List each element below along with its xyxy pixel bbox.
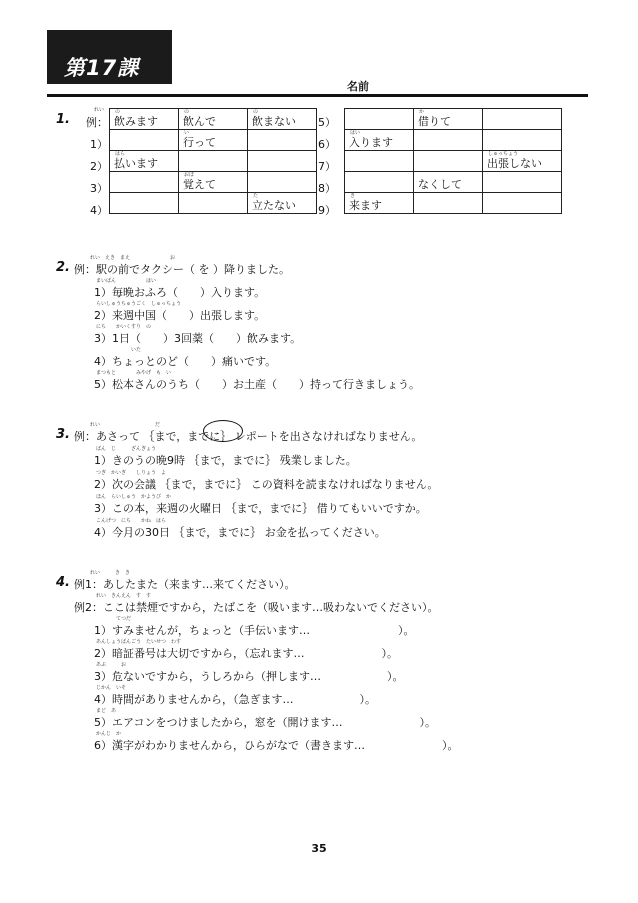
q2-line-ruby: れい えき まえ お bbox=[90, 255, 176, 261]
q1-left-cell bbox=[179, 172, 248, 193]
q4-line: 2）暗証番号は大切ですから，（忘れます… ）。 bbox=[94, 647, 398, 660]
q4-line-ruby: じかん いそ bbox=[96, 685, 127, 691]
q1-left-cell bbox=[248, 151, 317, 172]
q1-right-cell bbox=[345, 193, 414, 214]
q1-cell-text: 立たない bbox=[252, 199, 296, 212]
q1-cell-ruby: おぼ bbox=[184, 172, 195, 178]
q1-right-row bbox=[345, 109, 562, 130]
q4-line: 例1：あしたまた（来ます…来てください）。 bbox=[74, 578, 296, 591]
q1-right-cell bbox=[414, 193, 483, 214]
q4-line-ruby: れい きんえん す す bbox=[96, 593, 152, 599]
q4-line: 例2：ここは禁煙ですから，たばこを（吸います…吸わないでください）。 bbox=[74, 601, 439, 614]
lesson-title: 第17課 bbox=[64, 56, 140, 80]
page-number: 35 bbox=[311, 842, 327, 855]
q1-cell-ruby: の bbox=[184, 109, 190, 115]
q3-line-ruby: れい だ bbox=[90, 422, 161, 428]
q1-cell-ruby: い bbox=[184, 130, 190, 136]
q1-right-cell bbox=[345, 172, 414, 193]
q1-cell-text: 行って bbox=[183, 136, 216, 149]
q1-cell-text: 借りて bbox=[418, 115, 451, 128]
q1-cell-text: 来ます bbox=[349, 199, 382, 212]
q1-right-row bbox=[345, 130, 562, 151]
q1-cell-ruby: か bbox=[419, 109, 425, 115]
q1-left-cell bbox=[248, 109, 317, 130]
q3-line-ruby: ほん らいしゅう かようび か bbox=[96, 494, 172, 500]
question-1-number: 1. bbox=[56, 112, 70, 127]
q1-left-cell bbox=[110, 130, 179, 151]
q1-left-table bbox=[109, 108, 317, 214]
q3-line: 例：あさって ｛まで，までに｝ レポートを出さなければなりません。 bbox=[74, 430, 423, 443]
q1-cell-ruby: の bbox=[115, 109, 121, 115]
q2-line: 5）松本さんのうち（ ）お土産（ ）持って行きましょう。 bbox=[94, 378, 420, 391]
q2-line-ruby: まいばん はい bbox=[96, 278, 157, 284]
name-label: 名前 bbox=[347, 80, 369, 93]
q1-cell-ruby: た bbox=[253, 193, 259, 199]
q1-row-label: 5） bbox=[318, 116, 336, 129]
q1-row-label: 7） bbox=[318, 160, 336, 173]
question-3-number: 3. bbox=[56, 427, 70, 442]
q2-line-ruby: にち かいくすり の bbox=[96, 324, 152, 330]
q4-line: 1）すみませんが，ちょっと（手伝います… ）。 bbox=[94, 624, 415, 637]
q1-cell-ruby: しゅっちょう bbox=[488, 151, 519, 157]
q1-cell-text: なくして bbox=[418, 178, 462, 191]
q3-line-ruby: つぎ かいぎ しりょう よ bbox=[96, 470, 167, 476]
q4-line-ruby: あんしょうばんごう たいせつ わす bbox=[96, 639, 182, 645]
q1-row-label: 例： bbox=[86, 116, 108, 129]
q1-right-row bbox=[345, 151, 562, 172]
q3-line-ruby: ばん じ ざんぎょう bbox=[96, 446, 157, 452]
q1-right-cell bbox=[414, 130, 483, 151]
q2-line: 3）1日（ ）3回薬（ ）飲みます。 bbox=[94, 332, 302, 345]
q1-left-row bbox=[110, 151, 317, 172]
q1-left-row bbox=[110, 109, 317, 130]
title-rule bbox=[47, 94, 588, 97]
q1-row-label: 9） bbox=[318, 204, 336, 217]
q2-line-ruby: いた bbox=[96, 347, 142, 353]
q1-left-cell bbox=[179, 151, 248, 172]
q1-right-cell bbox=[345, 130, 414, 151]
q1-right-cell bbox=[483, 172, 562, 193]
q1-left-cell bbox=[110, 193, 179, 214]
q2-line-ruby: まつもと みやげ も い bbox=[96, 370, 172, 376]
q1-cell-text: 覚えて bbox=[183, 178, 216, 191]
q4-line-ruby: あぶ お bbox=[96, 662, 127, 668]
question-4-number: 4. bbox=[56, 575, 70, 590]
q2-line: 例：駅の前でタクシー（ を ）降りました。 bbox=[74, 263, 290, 276]
q1-right-cell bbox=[414, 151, 483, 172]
q1-left-cell bbox=[110, 151, 179, 172]
q1-right-cell bbox=[483, 130, 562, 151]
q4-line-ruby: まど あ bbox=[96, 708, 117, 714]
q1-left-cell bbox=[248, 172, 317, 193]
q4-line: 6）漢字がわかりませんから，ひらがなで（書きます… ）。 bbox=[94, 739, 459, 752]
q1-left-cell bbox=[110, 109, 179, 130]
q1-row-label: 3） bbox=[90, 182, 108, 195]
q1-left-row bbox=[110, 130, 317, 151]
q1-right-table bbox=[344, 108, 562, 214]
q4-line: 3）危ないですから，うしろから（押します… ）。 bbox=[94, 670, 404, 683]
q1-right-cell bbox=[414, 109, 483, 130]
q3-line-ruby: こんげつ にち かね はら bbox=[96, 518, 167, 524]
q1-cell-text: 入ります bbox=[349, 136, 393, 149]
q1-left-cell bbox=[110, 172, 179, 193]
q1-cell-text: 飲んで bbox=[183, 115, 216, 128]
q1-cell-text: 出張しない bbox=[487, 157, 542, 170]
q1-right-row bbox=[345, 193, 562, 214]
q1-row-label: 6） bbox=[318, 138, 336, 151]
q1-cell-text: 払います bbox=[114, 157, 158, 170]
q4-line: 4）時間がありませんから，（急ぎます… ）。 bbox=[94, 693, 376, 706]
q2-line-ruby: らいしゅうちゅうごく しゅっちょう bbox=[96, 301, 182, 307]
q1-right-cell bbox=[345, 151, 414, 172]
q1-left-row bbox=[110, 172, 317, 193]
q3-line: 1）きのうの晩9時 ｛まで，までに｝ 残業しました。 bbox=[94, 454, 357, 467]
q4-line: 5）エアコンをつけましたから，窓を（開けます… ）。 bbox=[94, 716, 436, 729]
q1-cell-text: 飲みます bbox=[114, 115, 158, 128]
question-2-number: 2. bbox=[56, 260, 70, 275]
q1-left-cell bbox=[179, 109, 248, 130]
q1-left-cell bbox=[248, 130, 317, 151]
q1-row-label: 4） bbox=[90, 204, 108, 217]
q1-right-cell bbox=[483, 151, 562, 172]
q1-row-label: 2） bbox=[90, 160, 108, 173]
q4-line-ruby: れい き き bbox=[90, 570, 131, 576]
q3-line: 2）次の会議 ｛まで，までに｝ この資料を読まなければなりません。 bbox=[94, 478, 439, 491]
q1-cell-ruby: の bbox=[253, 109, 259, 115]
q1-left-cell bbox=[179, 130, 248, 151]
q2-line: 4）ちょっとのど（ ）痛いです。 bbox=[94, 355, 277, 368]
q2-line: 2）来週中国（ ）出張します。 bbox=[94, 309, 266, 322]
q1-left-row bbox=[110, 193, 317, 214]
q1-row-label: 1） bbox=[90, 138, 108, 151]
q1-right-cell bbox=[414, 172, 483, 193]
q2-line: 1）毎晩おふろ（ ）入ります。 bbox=[94, 286, 266, 299]
q1-example-ruby: れい bbox=[94, 107, 105, 113]
q4-line-ruby: てつだ bbox=[96, 616, 132, 622]
q1-cell-text: 飲まない bbox=[252, 115, 296, 128]
q1-right-row bbox=[345, 172, 562, 193]
q1-cell-ruby: はい bbox=[350, 130, 361, 136]
q1-right-cell bbox=[483, 109, 562, 130]
q1-cell-ruby: はら bbox=[115, 151, 126, 157]
q1-cell-ruby: き bbox=[350, 193, 356, 199]
q3-line: 4）今月の30日 ｛まで，までに｝ お金を払ってください。 bbox=[94, 526, 386, 539]
q1-left-cell bbox=[248, 193, 317, 214]
q1-right-cell bbox=[483, 193, 562, 214]
q4-line-ruby: かんじ か bbox=[96, 731, 122, 737]
q1-row-label: 8） bbox=[318, 182, 336, 195]
q3-line: 3）この本，来週の火曜日 ｛まで，までに｝ 借りてもいいですか。 bbox=[94, 502, 427, 515]
q1-left-cell bbox=[179, 193, 248, 214]
q1-right-cell bbox=[345, 109, 414, 130]
